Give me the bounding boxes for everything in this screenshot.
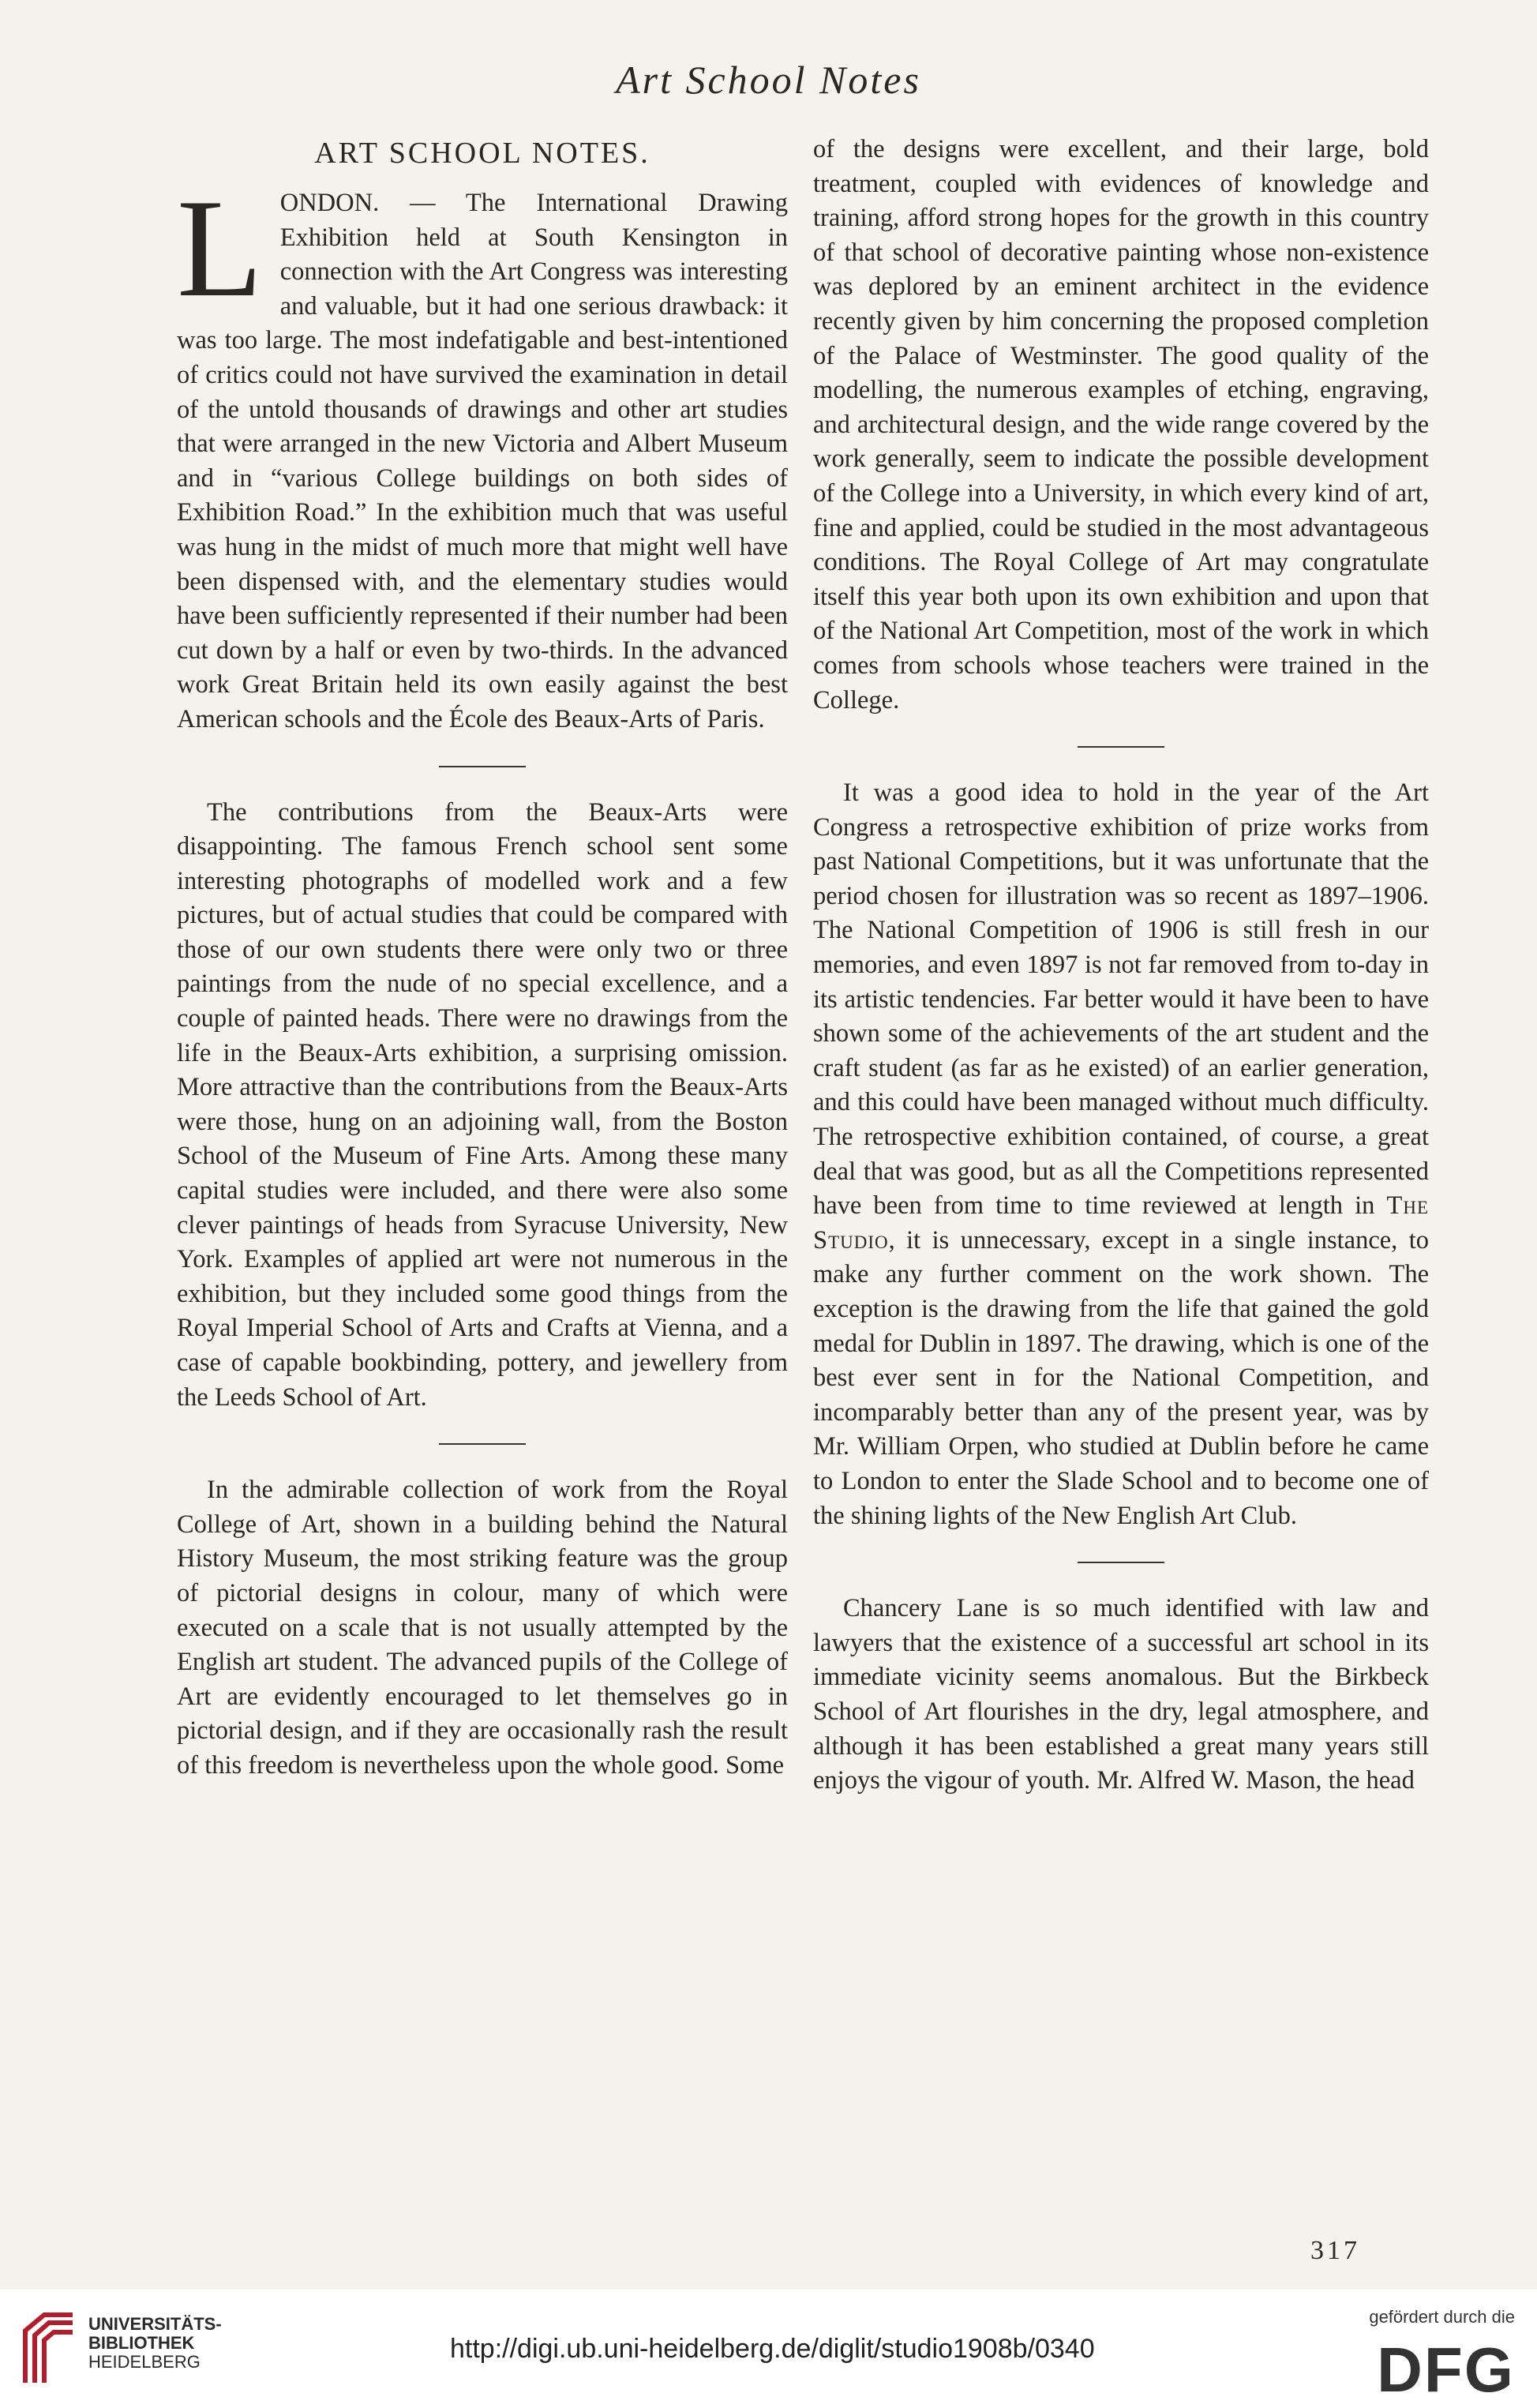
dfg-logo: DFG (1377, 2335, 1515, 2405)
drop-cap: L (177, 170, 263, 326)
university-library-logo-icon (14, 2307, 84, 2392)
library-name (88, 2315, 222, 2372)
library-name-line: UNIVERSITÄTS- (88, 2314, 222, 2334)
right-column (813, 133, 1429, 1798)
magazine-name: The Studio (813, 1191, 1429, 1255)
digitization-footer (0, 2290, 1537, 2408)
paragraph (813, 776, 1429, 1533)
paragraph: The contributions from the Beaux-Arts were disappointing. The famous French school sent some interesting photographs of modelled work and a few pictures, but of actual studies that could be compared with those of our own students there were only two or three paintings from the nude of no special excellence, and a couple of painted heads. There were no drawings from the life in the Beaux-Arts exhibition, a surprising omission. More attractive than the contributions from the Beaux-Arts were those, hung on an adjoining wall, from the Boston School of the Museum of Fine Arts. Among these many capital studies were included, and there were also some clever paintings of heads from Syracuse University, New York. Examples of applied art were not numerous in the exhibition, but they included some good things from the Royal Imperial School of Arts and Crafts at Vienna, and a case of capable bookbinding, pottery, and jewellery from the Leeds School of Art. (177, 797, 788, 1412)
section-divider (439, 1443, 526, 1445)
paragraph: Chancery Lane is so much identified with law and lawyers that the existence of a successful art school in its immediate vicinity seems anomalous. But the Birkbeck School of Art flourishes in the dry, legal atmosphere, and although it has been established a great many years still enjoys the vigour of youth. Mr. Alfred W. Mason, the head (813, 1594, 1429, 1795)
running-head: Art School Notes (616, 58, 921, 102)
section-divider (439, 766, 526, 767)
paragraph-text: It was a good idea to hold in the year of the Art Congress a retrospective exhibition of prize works from past National Competitions, but it was unfortunate that the period chosen for illustration was so recent as 1897–1906. The National Competition of 1906 is still fresh in our memories, and even 1897 is not far removed from to-day in its artistic tendencies. Far better would it have been to have shown some of the achievements of the art student and the craft student (as far as he existed) of an earlier generation, and this could have been managed without much difficulty. The retrospective exhibition contained, of course, a great deal that was good, but as all the Competitions represented have been from time to time reviewed at length in (813, 778, 1429, 1221)
left-column (177, 134, 788, 1783)
section-divider (1078, 746, 1164, 748)
library-name-line: HEIDELBERG (88, 2352, 201, 2372)
article-title: ART SCHOOL NOTES. (314, 137, 650, 170)
page-number: 317 (1310, 2236, 1360, 2265)
permalink[interactable]: http://digi.ub.uni-heidelberg.de/diglit/studio1908b/0340 (450, 2334, 1095, 2364)
paragraph: of the designs were excellent, and their large, bold treatment, coupled with evidences of knowledge and training, afford strong hopes for the growth in this country of that school of decorative painting whose non-existence was deplored by an eminent architect in the evidence recently given by him concerning the proposed completion of the Palace of Westminster. The good quality of the modelling, the numerous examples of etching, engraving, and architectural design, and the wide range covered by the work generally, seem to indicate the possible development of the College into a University, in which every kind of art, fine and applied, could be studied in the most advantageous conditions. The Royal College of Art may congratulate itself this year both upon its own exhibition and upon that of the National Art Competition, most of the work in which comes from schools whose teachers were trained in the College. (813, 135, 1429, 715)
section-divider (1078, 1562, 1164, 1563)
paragraph-text: ONDON. — The International Drawing Exhibition held at South Kensington in connection with the Art Congress was interesting and valuable, but it had one serious drawback: it was too large. The most indefatigable and best-intentioned of critics could not have survived the examination in detail of the untold thousands of drawings and other art studies that were arranged in the new Victoria and Albert Museum and in “various College buildings on both sides of Exhibition Road.” In the exhibition much that was useful was hung in the midst of much more that might well have been dispensed with, and the elementary studies would have been sufficiently represented if their number had been cut down by a half or even by two-thirds. In the advanced work Great Britain held its own easily against the best American schools and the École des Beaux-Arts of Paris. (177, 189, 788, 733)
paragraph-text: , it is unnecessary, except in a single instance, to make any further comment on the work shown. The exception is the drawing from the life that gained the gold medal for Dublin in 1897. The drawing, which is one of the best ever sent in for the National Competition, and incomparably better than any of the present year, was by Mr. William Orpen, who studied at Dublin before he came to London to enter the Slade School and to become one of the shining lights of the New English Art Club. (813, 1225, 1429, 1530)
library-name-line: BIBLIOTHEK (88, 2333, 195, 2353)
paragraph (177, 170, 788, 737)
funding-note: gefördert durch die (1369, 2307, 1515, 2327)
paragraph: In the admirable collection of work from the Royal College of Art, shown in a building behind the Natural History Museum, the most striking feature was the group of pictorial designs in colour, many of which were executed on a scale that is not usually attempted by the English art student. The advanced pupils of the College of Art are evidently encouraged to let themselves go in pictorial design, and if they are occasionally rash the result of this freedom is nevertheless upon the whole good. Some (177, 1476, 788, 1780)
